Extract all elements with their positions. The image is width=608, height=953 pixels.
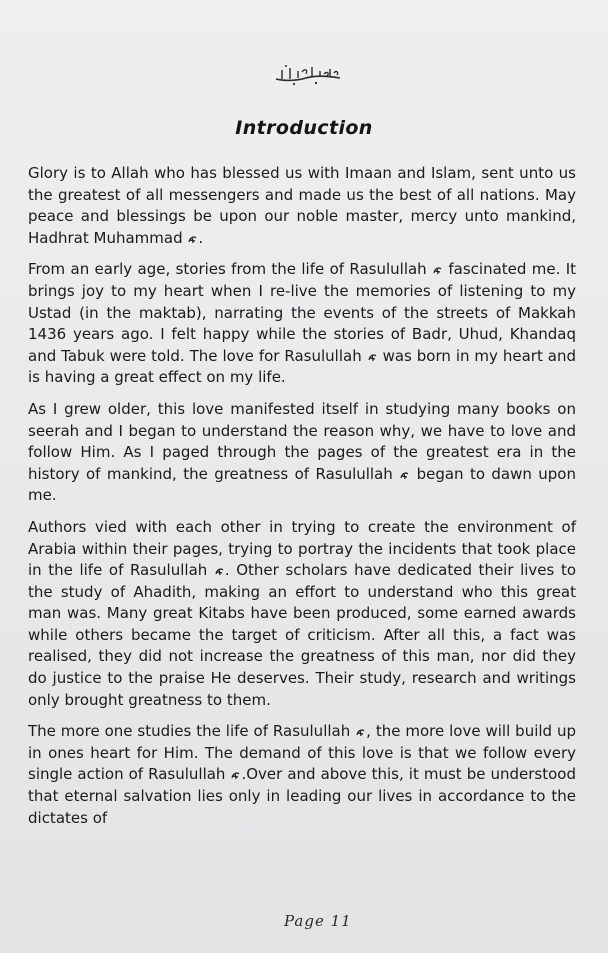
salawat-icon	[400, 471, 409, 480]
text-segment: Glory is to Allah who has blessed us with Imaan and Islam, sent unto us the greatest of all messengers and made us the best of all nations. May peace and blessings be upon our noble master, mercy unto mankind, Hadhrat Muhammad	[28, 164, 576, 247]
text-segment: As I grew older, this love manifested itself in studying many books on seerah and I began to understand the reason why, we have to love and follow Him. As I paged through the pages of the greatest era in the history of mankind, the greatness of Rasulullah	[28, 399, 576, 483]
salawat-icon	[368, 353, 377, 362]
page-number: Page 11	[284, 912, 352, 930]
text-segment: The more one studies the life of Rasulullah	[28, 722, 356, 741]
salawat-icon	[188, 235, 197, 244]
bismillah-calligraphy	[272, 62, 344, 88]
text-segment: fascinated me. It brings joy to my heart when I re-live the memories of listening to my Ustad (in the maktab), narrating the events of the streets of Makkah 1436 years ago. I felt happy while the stories of Badr, Uhud, Khandaq and Tabuk were told. The love for Rasulullah	[28, 260, 577, 365]
text-segment: , the more love will build up in ones heart for Him. The demand of this love is that we follow every single action of Rasulullah	[28, 722, 576, 784]
paragraph	[28, 399, 576, 507]
text-segment: From an early age, stories from the life of Rasulullah	[28, 260, 433, 279]
page-title: Introduction	[235, 117, 373, 139]
salawat-icon	[231, 771, 240, 780]
paragraph	[28, 721, 576, 829]
body-text	[28, 163, 576, 839]
text-segment: .	[198, 228, 204, 247]
paragraph	[28, 163, 576, 249]
text-segment: began to dawn upon me.	[28, 464, 576, 505]
text-segment: . Other scholars have dedicated their lives to the study of Ahadith, making an effort to understand who this great man was. Many great Kitabs have been produced, some earned awards while others became the target of criticism. After all this, a fact was realised, they did not increase the greatness of this man, nor did they do justice to the praise He deserves. Their study, research and writings only brought greatness to them.	[28, 561, 577, 709]
text-segment: was born in my heart and is having a great effect on my life.	[28, 346, 576, 387]
paragraph	[28, 259, 576, 389]
salawat-icon	[356, 728, 365, 737]
salawat-icon	[433, 266, 442, 275]
text-segment: Authors vied with each other in trying to create the environment of Arabia within their pages, trying to portray the incidents that took place in the life of Rasulullah	[28, 517, 576, 580]
text-segment: .Over and above this, it must be understood that eternal salvation lies only in leading our lives in accordance to the dictates of	[28, 765, 576, 827]
salawat-icon	[215, 567, 224, 576]
paragraph	[28, 517, 576, 711]
